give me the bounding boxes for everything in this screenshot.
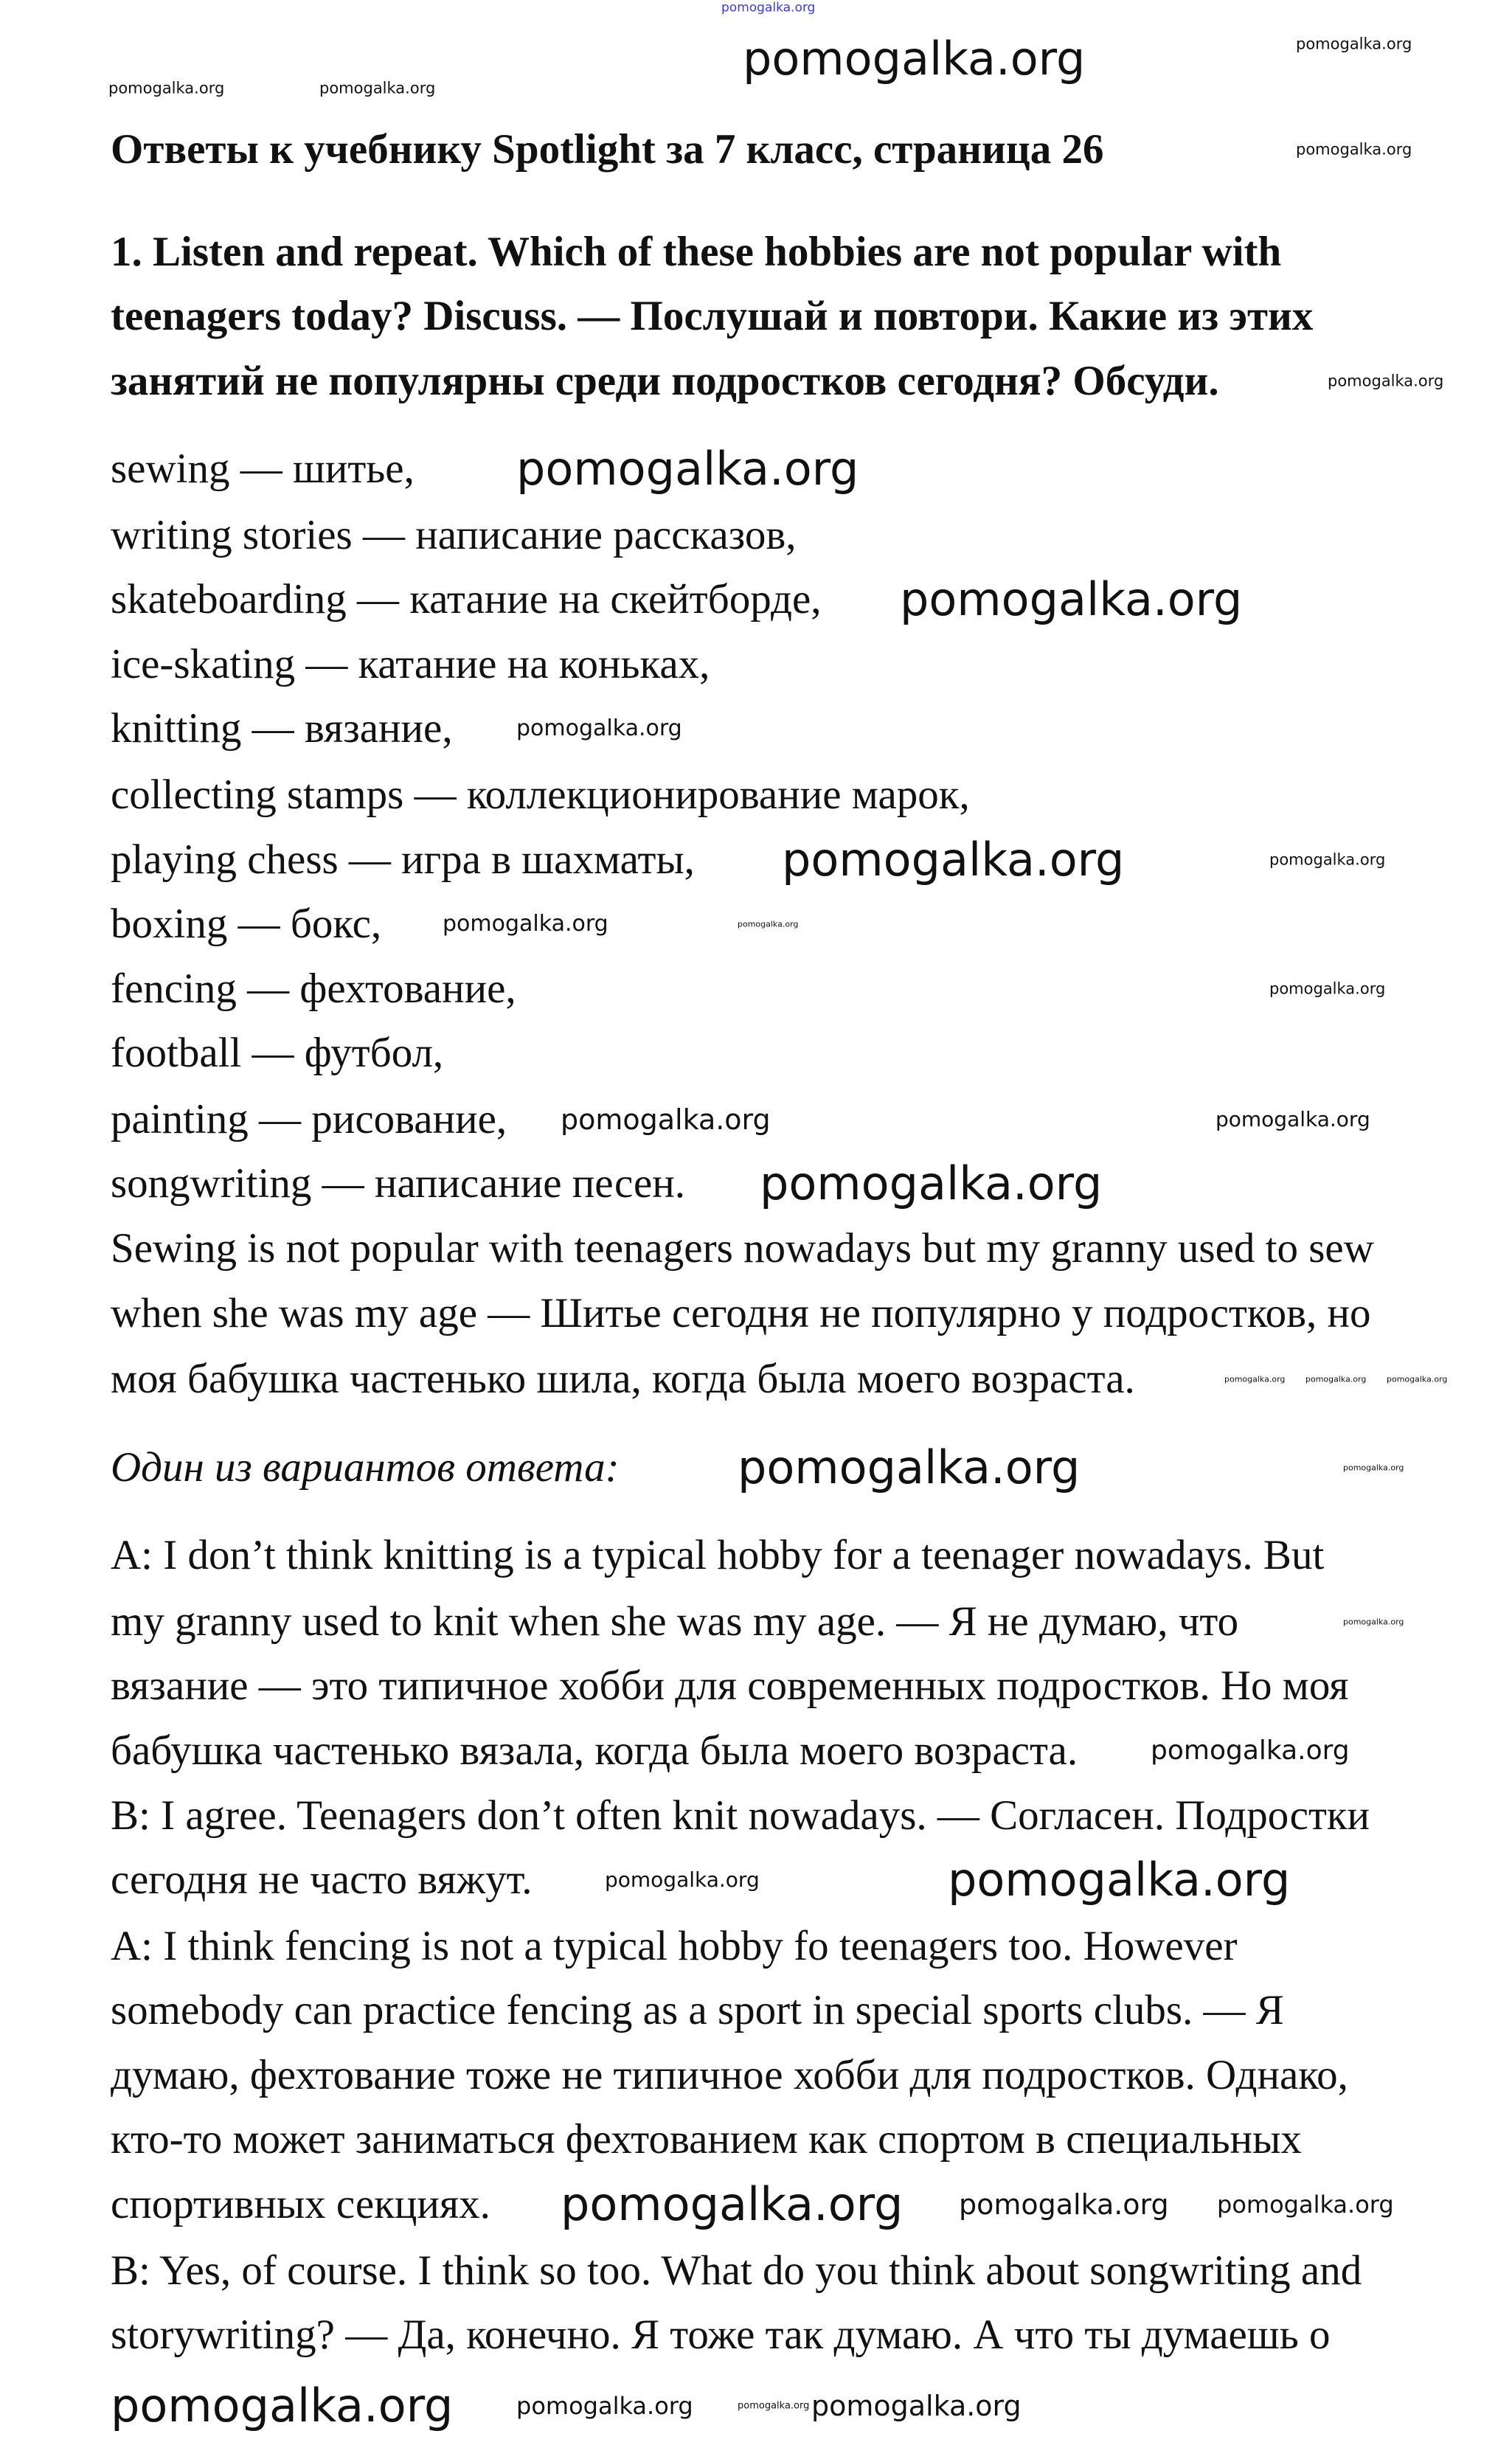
hobby-item: collecting stamps — коллекционирование марок,	[111, 771, 970, 818]
sewing-paragraph-line: when she was my age — Шитье сегодня не популярно у подростков, но	[111, 1290, 1371, 1336]
hobby-item: ice-skating — катание на коньках,	[111, 641, 710, 687]
page-title: Ответы к учебнику Spotlight за 7 класс, страница 26	[111, 126, 1104, 173]
watermark: pomogalka.org	[561, 1103, 771, 1136]
watermark: pomogalka.org	[1296, 140, 1412, 159]
question-line: 1. Listen and repeat. Which of these hobbies are not popular with	[111, 229, 1282, 275]
hobby-item: writing stories — написание рассказов,	[111, 512, 797, 558]
watermark: pomogalka.org	[811, 2390, 1022, 2422]
dialogue-line: кто-то может заниматься фехтованием как спортом в специальных	[111, 2116, 1302, 2163]
watermark: pomogalka.org	[1343, 1617, 1404, 1627]
variant-label: Один из вариантов ответа:	[111, 1444, 620, 1491]
hobby-item: songwriting — написание песен.	[111, 1160, 686, 1207]
watermark: pomogalka.org	[721, 0, 816, 15]
dialogue-line: вязание — это типичное хобби для современных подростков. Но моя	[111, 1662, 1349, 1709]
watermark: pomogalka.org	[738, 919, 799, 929]
watermark: pomogalka.org	[1151, 1735, 1350, 1766]
watermark: pomogalka.org	[760, 1156, 1103, 1210]
watermark: pomogalka.org	[900, 572, 1243, 626]
hobby-item: fencing — фехтование,	[111, 965, 516, 1012]
watermark: pomogalka.org	[1387, 1374, 1448, 1384]
dialogue-line: my granny used to knit when she was my age. — Я не думаю, что	[111, 1598, 1239, 1645]
dialogue-line: B: I agree. Teenagers don’t often knit nowadays. — Согласен. Подростки	[111, 1792, 1370, 1839]
dialogue-line: somebody can practice fencing as a sport in special sports clubs. — Я	[111, 1987, 1284, 2033]
dialogue-line: бабушка частенько вязала, когда была моего возраста.	[111, 1727, 1078, 1774]
hobby-item: football — футбол,	[111, 1030, 444, 1076]
watermark: pomogalka.org	[1305, 1374, 1367, 1384]
watermark: pomogalka.org	[108, 79, 225, 97]
watermark: pomogalka.org	[516, 2392, 693, 2420]
watermark: pomogalka.org	[605, 1867, 760, 1892]
sewing-paragraph-line: моя бабушка частенько шила, когда была моего возраста.	[111, 1356, 1135, 1402]
sewing-paragraph-line: Sewing is not popular with teenagers nowadays but my granny used to sew	[111, 1225, 1374, 1272]
watermark: pomogalka.org	[111, 2379, 454, 2432]
watermark: pomogalka.org	[516, 442, 859, 496]
hobby-item: playing chess — игра в шахматы,	[111, 836, 695, 883]
hobby-item: painting — рисование,	[111, 1096, 507, 1142]
dialogue-line: сегодня не часто вяжут.	[111, 1856, 533, 1903]
watermark: pomogalka.org	[443, 911, 608, 937]
hobby-item: knitting — вязание,	[111, 705, 453, 752]
watermark: pomogalka.org	[516, 715, 682, 741]
watermark: pomogalka.org	[1216, 1107, 1370, 1131]
watermark: pomogalka.org	[1296, 35, 1412, 53]
hobby-item: boxing — бокс,	[111, 901, 382, 947]
watermark: pomogalka.org	[319, 79, 436, 97]
watermark: pomogalka.org	[1217, 2191, 1394, 2219]
watermark: pomogalka.org	[1224, 1374, 1286, 1384]
hobby-item: skateboarding — катание на скейтборде,	[111, 576, 822, 622]
watermark: pomogalka.org	[1343, 1463, 1404, 1473]
question-line: teenagers today? Discuss. — Послушай и повтори. Какие из этих	[111, 293, 1314, 339]
watermark: pomogalka.org	[959, 2188, 1169, 2221]
watermark: pomogalka.org	[561, 2177, 904, 2231]
dialogue-line: B: Yes, of course. I think so too. What do you think about songwriting and	[111, 2247, 1362, 2294]
watermark: pomogalka.org	[1269, 979, 1386, 998]
question-line: занятий не популярны среди подростков сегодня? Обсуди.	[111, 358, 1219, 404]
watermark: pomogalka.org	[948, 1853, 1291, 1907]
dialogue-line: A: I don’t think knitting is a typical hobby for a teenager nowadays. But	[111, 1532, 1325, 1578]
dialogue-line: storywriting? — Да, конечно. Я тоже так думаю. А что ты думаешь о	[111, 2312, 1331, 2358]
watermark: pomogalka.org	[738, 1440, 1081, 1494]
watermark: pomogalka.org	[1269, 850, 1386, 869]
hobby-item: sewing — шитье,	[111, 445, 415, 492]
dialogue-line: спортивных секциях.	[111, 2181, 490, 2227]
watermark: pomogalka.org	[782, 833, 1125, 887]
watermark: pomogalka.org	[1328, 372, 1444, 390]
dialogue-line: думаю, фехтование тоже не типичное хобби для подростков. Однако,	[111, 2052, 1348, 2098]
watermark: pomogalka.org	[743, 32, 1086, 86]
watermark: pomogalka.org	[738, 2400, 810, 2412]
dialogue-line: A: I think fencing is not a typical hobby fo teenagers too. However	[111, 1923, 1238, 1969]
